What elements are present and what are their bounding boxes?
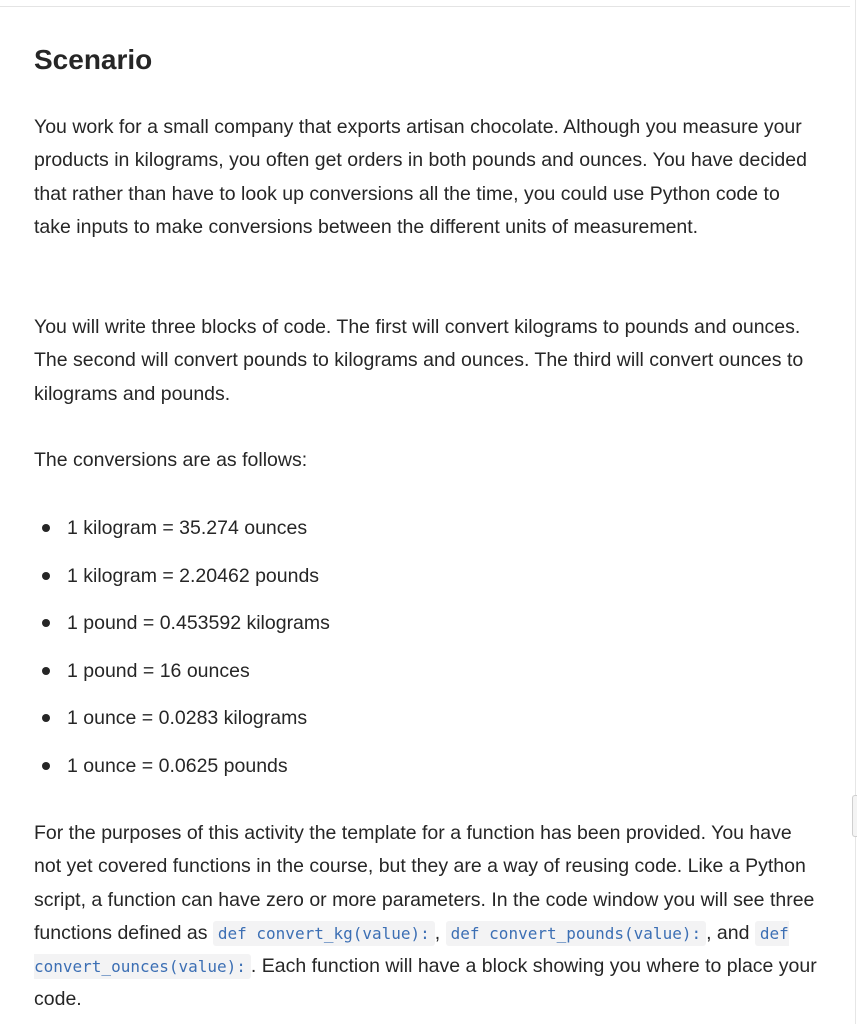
separator-comma: ,: [434, 921, 441, 944]
list-item: [34, 504, 734, 552]
bullet-icon: [42, 667, 50, 675]
conversions-list: [34, 504, 734, 789]
conversion-text: 1 kilogram = 2.20462 pounds: [67, 564, 320, 587]
bullet-icon: [42, 714, 50, 722]
top-divider: [0, 0, 850, 7]
page-title: Scenario: [34, 44, 153, 75]
bullet-icon: [42, 762, 50, 770]
code-convert-pounds: def convert_pounds(value):: [446, 921, 706, 946]
task-paragraph: You will write three blocks of code. The first will convert kilograms to pounds and ounces. The second will convert pounds to kilograms and ounces. The third will convert ounces to kilograms and pounds.: [34, 316, 804, 405]
functions-paragraph: [34, 817, 819, 1017]
functions-text-after: . Each function will have a block showing you where to place your code.: [34, 955, 817, 1011]
conversion-text: 1 kilogram = 35.274 ounces: [67, 517, 308, 539]
conversion-text: 1 pound = 16 ounces: [67, 659, 250, 682]
bullet-icon: [42, 572, 50, 580]
scrollbar-handle[interactable]: [852, 795, 857, 837]
separator-and: , and: [706, 921, 750, 944]
right-border: [855, 0, 856, 1024]
bullet-icon: [42, 619, 50, 627]
conversion-text: 1 ounce = 0.0625 pounds: [67, 754, 288, 777]
list-item: [34, 694, 734, 742]
intro-paragraph: You work for a small company that exports artisan chocolate. Although you measure your products in kilograms, you often get orders in both pounds and ounces. You have decided that rather than have to look up conversions all the time, you could use Python code to take inputs to make conversions between the different units of measurement.: [34, 116, 807, 238]
list-item: [34, 647, 734, 695]
list-item: [34, 599, 734, 647]
functions-text-before: For the purposes of this activity the template for a function has been provided. You have not yet covered functions in the course, but they are a way of reusing code. Like a Python script, a function can have zero or more parameters. In the code window you will see three functions defined as: [34, 822, 815, 944]
conversions-intro: The conversions are as follows:: [34, 449, 308, 471]
conversion-text: 1 pound = 0.453592 kilograms: [67, 612, 330, 634]
conversion-text: 1 ounce = 0.0283 kilograms: [67, 707, 308, 729]
list-item: [34, 552, 734, 600]
bullet-icon: [42, 524, 50, 532]
code-convert-ounces: def convert_ounces(value):: [34, 921, 789, 979]
code-convert-kg: def convert_kg(value):: [213, 921, 435, 946]
list-item: [34, 742, 734, 790]
